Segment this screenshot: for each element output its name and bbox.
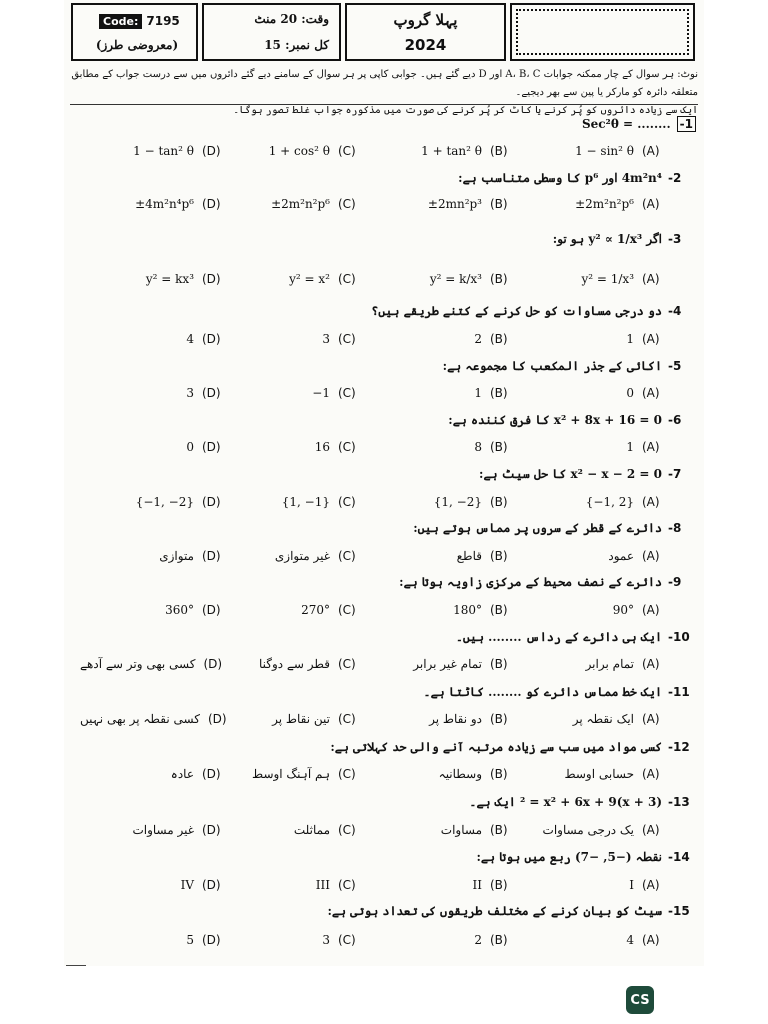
option-text: y² = kx³: [145, 272, 194, 286]
option-a[interactable]: [520, 927, 668, 953]
option-text: دو نقاط پر: [429, 712, 482, 726]
option-b[interactable]: [368, 597, 516, 623]
option-b[interactable]: [368, 326, 516, 352]
option-letter: (D): [202, 549, 221, 563]
option-b[interactable]: [368, 872, 516, 898]
option-letter: (D): [202, 386, 221, 400]
code-value: 7195: [146, 14, 180, 28]
option-letter: (D): [202, 332, 221, 346]
question-3: [440, 228, 696, 250]
option-d[interactable]: [80, 651, 228, 677]
option-letter: (C): [338, 549, 356, 563]
question-text: کسی مواد میں سب سے زیادہ مرتبہ آنے والی حد کہلاتی ہے:: [330, 740, 662, 754]
option-text: {−1, −2}: [135, 495, 194, 509]
option-letter: (B): [490, 603, 508, 617]
option-d[interactable]: [80, 266, 228, 292]
question-7: [440, 463, 696, 485]
option-letter: (D): [202, 144, 221, 158]
code-row: [99, 11, 195, 31]
option-letter: (C): [338, 495, 356, 509]
option-text: یک درجی مساوات: [542, 823, 634, 837]
option-b[interactable]: [368, 706, 516, 732]
option-letter: (D): [202, 603, 221, 617]
code-label: Code:: [99, 14, 142, 29]
option-text: −1: [312, 386, 330, 400]
option-text: 1: [626, 440, 634, 454]
question-number: -13: [668, 795, 690, 809]
option-d[interactable]: [80, 380, 228, 406]
question-number: -8: [668, 521, 682, 535]
option-letter: (A): [642, 657, 660, 671]
header-divider: [70, 104, 698, 105]
option-letter: (C): [338, 933, 356, 947]
option-a[interactable]: [520, 817, 668, 843]
option-b[interactable]: [368, 138, 516, 164]
option-text: I: [629, 878, 634, 892]
question-6: [440, 409, 696, 431]
option-text: تمام برابر: [585, 657, 634, 671]
option-d[interactable]: [80, 191, 228, 217]
question-text: x² − x − 2 = 0 کا حل سیٹ ہے:: [479, 467, 662, 481]
option-letter: (B): [490, 272, 508, 286]
question-13: [440, 791, 696, 813]
question-text: دائرے کے قطر کے سروں پر مماس ہوتے ہیں:: [413, 521, 662, 535]
option-c[interactable]: [216, 380, 364, 406]
option-letter: (A): [642, 495, 660, 509]
option-text: 16: [314, 440, 330, 454]
option-letter: (B): [490, 197, 508, 211]
option-text: ±2m²n²p⁶: [575, 197, 634, 211]
question-number: -6: [668, 413, 682, 427]
option-b[interactable]: [368, 191, 516, 217]
option-b[interactable]: [368, 266, 516, 292]
option-text: ہم آہنگ اوسط: [252, 767, 330, 781]
option-text: 4: [186, 332, 194, 346]
option-letter: (A): [642, 549, 660, 563]
option-text: مساوات: [440, 823, 482, 837]
option-letter: (D): [202, 767, 221, 781]
option-text: y² = x²: [289, 272, 330, 286]
option-c[interactable]: [216, 651, 364, 677]
option-c[interactable]: [216, 543, 364, 569]
code-box: [71, 3, 198, 61]
option-d[interactable]: [80, 706, 228, 732]
option-a[interactable]: [520, 543, 668, 569]
question-text: سیٹ کو بیان کرنے کے مختلف طریقوں کی تعداد ہوتی ہے:: [327, 904, 662, 918]
option-text: 1: [626, 332, 634, 346]
option-text: y² = k/x³: [429, 272, 482, 286]
option-letter: (A): [642, 386, 660, 400]
question-number: -3: [668, 232, 682, 246]
question-15: [327, 900, 696, 922]
option-letter: (B): [490, 933, 508, 947]
option-text: غیر متوازی: [274, 549, 330, 563]
option-letter: (D): [202, 823, 221, 837]
option-letter: (B): [490, 549, 508, 563]
option-text: عادہ: [170, 767, 194, 781]
option-d[interactable]: [80, 761, 228, 787]
question-10: [440, 626, 696, 648]
option-text: 5: [186, 933, 194, 947]
option-c[interactable]: [216, 266, 364, 292]
option-text: ±2m²n²p⁶: [271, 197, 330, 211]
option-d[interactable]: [80, 543, 228, 569]
option-text: 0: [626, 386, 634, 400]
option-d[interactable]: [80, 489, 228, 515]
option-c[interactable]: [216, 706, 364, 732]
option-a[interactable]: [520, 326, 668, 352]
option-c[interactable]: [216, 761, 364, 787]
option-a[interactable]: [520, 380, 668, 406]
option-b[interactable]: [368, 543, 516, 569]
time-text: وقت: 20 منٹ: [254, 12, 329, 26]
option-c[interactable]: [216, 489, 364, 515]
option-letter: (A): [642, 823, 660, 837]
option-letter: (A): [642, 603, 660, 617]
option-text: 4: [626, 933, 634, 947]
question-8: [413, 517, 696, 539]
option-text: ایک نقطہ پر: [572, 712, 634, 726]
option-d[interactable]: [80, 138, 228, 164]
option-text: 360°: [165, 603, 194, 617]
question-text: ایک ہی دائرے کے رداس ........ ہیں۔: [455, 630, 662, 644]
option-text: 180°: [453, 603, 482, 617]
option-letter: (D): [202, 197, 221, 211]
option-letter: (C): [338, 144, 356, 158]
option-d[interactable]: [80, 326, 228, 352]
option-text: 2: [474, 933, 482, 947]
option-text: وسطانیہ: [438, 767, 482, 781]
option-text: III: [315, 878, 330, 892]
option-text: متوازی: [159, 549, 194, 563]
option-text: 90°: [612, 603, 634, 617]
question-14: [440, 846, 696, 868]
option-letter: (C): [338, 823, 356, 837]
question-text: (x + 3)² = x² + 6x + 9 ایک ہے۔: [469, 795, 662, 809]
question-11: [423, 681, 696, 703]
option-letter: (B): [490, 144, 508, 158]
option-text: عمود: [608, 549, 634, 563]
exam-year: 2024: [404, 36, 447, 54]
total-marks-text: کل نمبر: 15: [264, 38, 329, 52]
option-b[interactable]: [368, 927, 516, 953]
option-d[interactable]: [80, 597, 228, 623]
option-letter: (B): [490, 332, 508, 346]
question-text: اگر y² ∝ 1/x³ ہو تو:: [552, 232, 662, 246]
group-title: پہلا گروپ: [393, 11, 458, 29]
option-letter: (B): [490, 495, 508, 509]
question-number: -11: [668, 685, 690, 699]
option-letter: (A): [642, 144, 660, 158]
margin-mark: [66, 965, 86, 966]
option-letter: (B): [490, 878, 508, 892]
question-number: -7: [668, 467, 682, 481]
option-a[interactable]: [520, 191, 668, 217]
question-number: -10: [668, 630, 690, 644]
question-12: [330, 736, 696, 758]
option-text: 1: [474, 386, 482, 400]
option-a[interactable]: [520, 434, 668, 460]
option-letter: (C): [338, 272, 356, 286]
option-text: 3: [322, 933, 330, 947]
option-text: تین نقاط پر: [272, 712, 330, 726]
question-text: اکائی کے جذر المکعب کا مجموعہ ہے:: [442, 359, 662, 373]
instruction-line-2: ایک سے زیادہ دائروں کو پُر کرنے یا کاٹ کر پُر کرنے کی صورت میں مذکورہ جواب غلط تصور ہوگا۔: [233, 105, 698, 116]
option-a[interactable]: [520, 706, 668, 732]
option-text: 2: [474, 332, 482, 346]
option-letter: (A): [642, 332, 660, 346]
time-marks-box: [202, 3, 341, 61]
instructions: [70, 66, 698, 120]
question-number: -2: [668, 171, 682, 185]
option-letter: (B): [490, 712, 508, 726]
option-text: II: [472, 878, 482, 892]
option-letter: (B): [490, 440, 508, 454]
question-text: ایک خط مماس دائرے کو ........ کاٹتا ہے۔: [423, 685, 662, 699]
option-text: y² = 1/x³: [581, 272, 634, 286]
group-box: [345, 3, 506, 61]
option-d[interactable]: [80, 434, 228, 460]
option-letter: (D): [207, 712, 227, 726]
question-number: -1: [677, 116, 696, 132]
paper-type: (معروضی طرز): [95, 38, 179, 52]
question-number: -5: [668, 359, 682, 373]
option-c[interactable]: [216, 872, 364, 898]
option-letter: (B): [490, 657, 508, 671]
option-letter: (C): [338, 440, 356, 454]
option-letter: (A): [642, 933, 660, 947]
option-text: قطر سے دوگنا: [258, 657, 330, 671]
option-text: 1 + cos² θ: [268, 144, 330, 158]
option-b[interactable]: [368, 489, 516, 515]
option-text: غیر مساوات: [132, 823, 194, 837]
option-d[interactable]: [80, 817, 228, 843]
option-letter: (B): [490, 767, 508, 781]
option-letter: (D): [202, 272, 221, 286]
option-a[interactable]: [520, 489, 668, 515]
option-text: 1 − tan² θ: [133, 144, 194, 158]
option-letter: (D): [203, 657, 223, 671]
option-text: {−1, 2}: [585, 495, 634, 509]
question-5: [440, 355, 696, 377]
option-text: 3: [322, 332, 330, 346]
option-c[interactable]: [216, 927, 364, 953]
option-letter: (C): [338, 603, 356, 617]
option-a[interactable]: [520, 651, 668, 677]
option-text: 1 + tan² θ: [421, 144, 482, 158]
option-text: 270°: [301, 603, 330, 617]
option-c[interactable]: [216, 597, 364, 623]
exam-header: [71, 3, 695, 63]
option-a[interactable]: [520, 761, 668, 787]
option-letter: (B): [490, 823, 508, 837]
option-letter: (A): [642, 767, 660, 781]
instruction-line-1: نوٹ: ہر سوال کے چار ممکنہ جوابات A، B، C اور D دیے گئے ہیں۔ جوابی کاپی پر ہر سوال کے سامنے دیے گئے دائروں میں سے درست جواب کے مطابق متعلقہ دائرہ کو مارکر یا پین سے بھر دیجیے۔: [71, 69, 698, 98]
question-number: -15: [668, 904, 690, 918]
question-4: [371, 300, 696, 322]
option-letter: (D): [202, 440, 221, 454]
option-letter: (D): [202, 878, 221, 892]
question-number: -14: [668, 850, 690, 864]
option-text: {1, −2}: [433, 495, 482, 509]
option-text: حسابی اوسط: [564, 767, 634, 781]
option-text: 3: [186, 386, 194, 400]
option-text: 1 − sin² θ: [575, 144, 634, 158]
question-2: [440, 167, 696, 189]
option-text: تمام غیر برابر: [413, 657, 482, 671]
option-b[interactable]: [368, 380, 516, 406]
option-letter: (D): [202, 933, 221, 947]
option-text: ±4m²n⁴p⁶: [135, 197, 194, 211]
option-c[interactable]: [216, 817, 364, 843]
option-text: {1, −1}: [281, 495, 330, 509]
option-a[interactable]: [520, 872, 668, 898]
option-letter: (A): [642, 272, 660, 286]
option-letter: (C): [338, 332, 356, 346]
question-text: دائرے کے نصف محیط کے مرکزی زاویہ ہوتا ہے:: [399, 575, 662, 589]
option-d[interactable]: [80, 872, 228, 898]
option-text: قاطع: [456, 549, 482, 563]
option-letter: (C): [338, 767, 356, 781]
option-text: کسی بھی وتر سے آدھے: [80, 657, 196, 671]
question-text: 4m²n⁴ اور p⁶ کا وسطی متناسب ہے:: [458, 171, 662, 185]
option-b[interactable]: [368, 761, 516, 787]
option-c[interactable]: [216, 326, 364, 352]
option-b[interactable]: [368, 434, 516, 460]
option-c[interactable]: [216, 434, 364, 460]
question-text: دو درجی مساوات کو حل کرنے کے کتنے طریقے ہیں؟: [371, 304, 662, 318]
camscanner-logo-icon: CS: [626, 986, 654, 1014]
question-number: -12: [668, 740, 690, 754]
question-text: Sec²θ = ........: [581, 117, 671, 131]
option-d[interactable]: [80, 927, 228, 953]
option-text: ±2mn²p³: [427, 197, 482, 211]
option-a[interactable]: [520, 597, 668, 623]
question-number: -9: [668, 575, 682, 589]
option-c[interactable]: [216, 191, 364, 217]
question-number: -4: [668, 304, 682, 318]
option-b[interactable]: [368, 651, 516, 677]
option-letter: (A): [642, 440, 660, 454]
roll-number-box: [510, 3, 695, 61]
option-letter: (C): [338, 712, 356, 726]
option-text: مماثلت: [293, 823, 330, 837]
question-text: x² + 8x + 16 = 0 کا فرق کنندہ ہے:: [448, 413, 662, 427]
option-letter: (A): [642, 878, 660, 892]
option-letter: (C): [338, 386, 356, 400]
option-a[interactable]: [520, 266, 668, 292]
option-letter: (A): [642, 197, 660, 211]
question-text: نقطہ (−5, −7) ربع میں ہوتا ہے:: [476, 850, 662, 864]
option-letter: (A): [642, 712, 660, 726]
question-9: [399, 571, 696, 593]
option-text: کسی نقطہ پر بھی نہیں: [80, 712, 200, 726]
question-1: [440, 113, 696, 135]
option-a[interactable]: [520, 138, 668, 164]
option-b[interactable]: [368, 817, 516, 843]
option-letter: (B): [490, 386, 508, 400]
option-text: IV: [180, 878, 194, 892]
option-letter: (C): [338, 197, 356, 211]
option-letter: (C): [338, 878, 356, 892]
option-letter: (D): [202, 495, 221, 509]
option-c[interactable]: [216, 138, 364, 164]
option-text: 0: [186, 440, 194, 454]
option-letter: (C): [338, 657, 356, 671]
option-text: 8: [474, 440, 482, 454]
